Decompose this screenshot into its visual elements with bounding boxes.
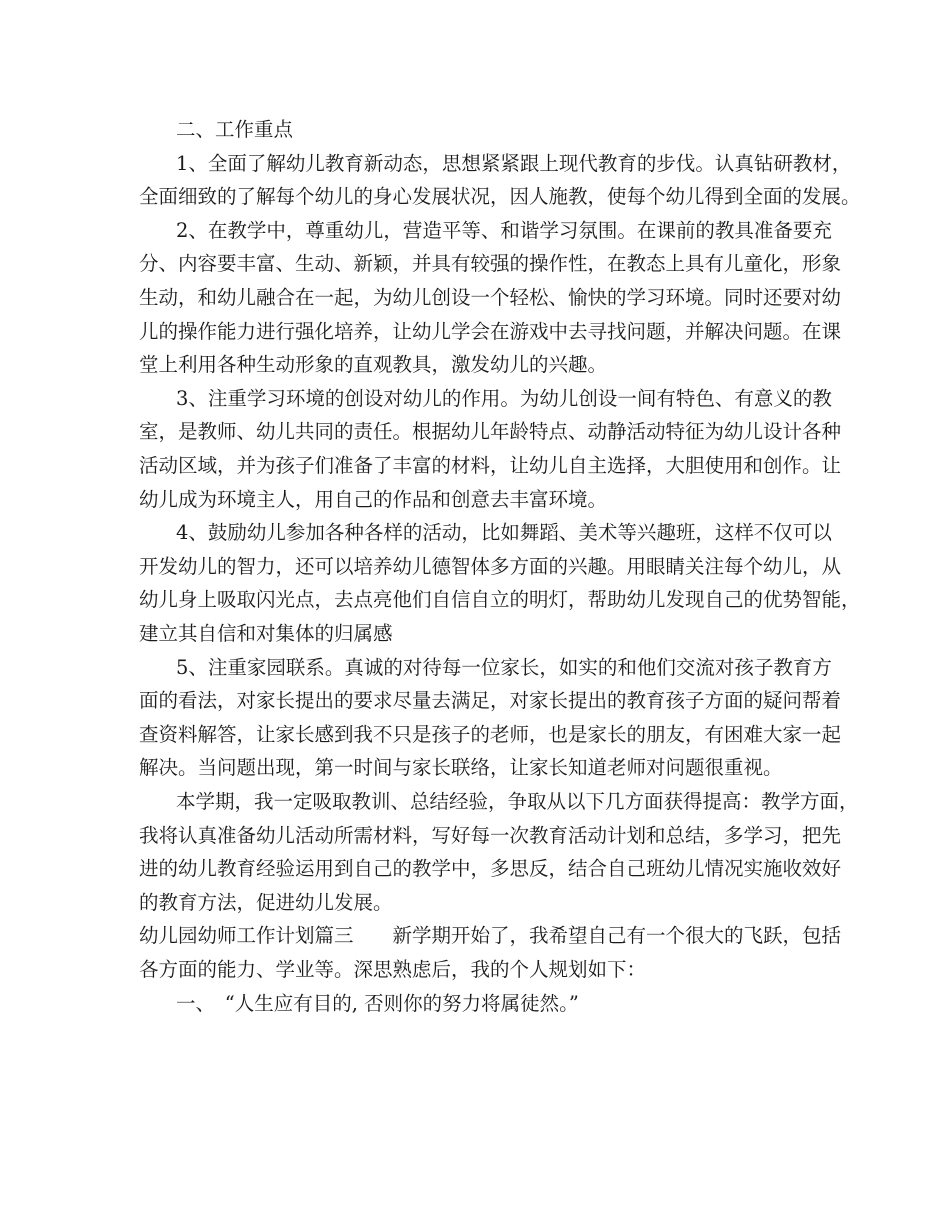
paragraph-line: 幼儿园幼师工作计划篇三 新学期开始了，我希望自己有一个很大的飞跃，包括 (139, 924, 842, 948)
paragraph-line: 幼儿身上吸取闪光点，去点亮他们自信自立的明灯，帮助幼儿发现自己的优势智能， (139, 588, 861, 612)
paragraph-line: 1、全面了解幼儿教育新动态，思想紧紧跟上现代教育的步伐。认真钻研教材， (176, 151, 852, 175)
paragraph-line: 室，是教师、幼儿共同的责任。根据幼儿年龄特点、动静活动特征为幼儿设计各种 (139, 420, 842, 444)
paragraph-line: 活动区域，并为孩子们准备了丰富的材料，让幼儿自主选择，大胆使用和创作。让 (139, 454, 842, 477)
paragraph-line: 解决。当问题出现，第一时间与家长联络，让家长知道老师对问题很重视。 (139, 756, 783, 780)
paragraph-line: 一、 “人生应有目的, 否则你的努力将属徒然。” (176, 991, 579, 1015)
paragraph-line: 堂上利用各种生动形象的直观教具，激发幼儿的兴趣。 (139, 353, 608, 377)
paragraph-line: 全面细致的了解每个幼儿的身心发展状况，因人施教，使每个幼儿得到全面的发展。 (139, 185, 861, 209)
paragraph-line: 儿的操作能力进行强化培养，让幼儿学会在游戏中去寻找问题，并解决问题。在课 (139, 319, 842, 343)
paragraph-line: 5、注重家园联系。真诚的对待每一位家长，如实的和他们交流对孩子教育方 (176, 655, 832, 679)
paragraph-line: 分、内容要丰富、生动、新颖，并具有较强的操作性，在教态上具有儿童化，形象 (139, 252, 842, 276)
paragraph-line: 幼儿成为环境主人，用自己的作品和创意去丰富环境。 (139, 487, 608, 511)
paragraph-line: 2、在教学中，尊重幼儿，营造平等、和谐学习氛围。在课前的教具准备要充 (176, 218, 832, 242)
paragraph-line: 各方面的能力、学业等。深思熟虑后，我的个人规划如下： (139, 958, 647, 981)
paragraph-line: 生动，和幼儿融合在一起，为幼儿创设一个轻松、愉快的学习环境。同时还要对幼 (139, 286, 842, 309)
paragraph-line: 的教育方法，促进幼儿发展。 (139, 890, 393, 914)
paragraph-line: 开发幼儿的智力，还可以培养幼儿德智体多方面的兴趣。用眼睛关注每个幼儿，从 (139, 554, 842, 578)
section-heading: 二、工作重点 (176, 118, 294, 141)
paragraph-line: 我将认真准备幼儿活动所需材料，写好每一次教育活动计划和总结，多学习，把先 (139, 823, 842, 847)
paragraph-line: 进的幼儿教育经验运用到自己的教学中，多思反，结合自己班幼儿情况实施收效好 (139, 857, 842, 881)
paragraph-line: 查资料解答，让家长感到我不只是孩子的老师，也是家长的朋友，有困难大家一起 (139, 722, 842, 746)
paragraph-line: 本学期，我一定吸取教训、总结经验，争取从以下几方面获得提高：教学方面， (176, 790, 859, 813)
paragraph-line: 4、鼓励幼儿参加各种各样的活动，比如舞蹈、美术等兴趣班，这样不仅可以 (176, 521, 832, 545)
paragraph-line: 3、注重学习环境的创设对幼儿的作用。为幼儿创设一间有特色、有意义的教 (176, 386, 832, 410)
paragraph-line: 建立其自信和对集体的归属感 (139, 622, 393, 645)
paragraph-line: 面的看法，对家长提出的要求尽量去满足，对家长提出的教育孩子方面的疑问帮着 (139, 689, 842, 713)
